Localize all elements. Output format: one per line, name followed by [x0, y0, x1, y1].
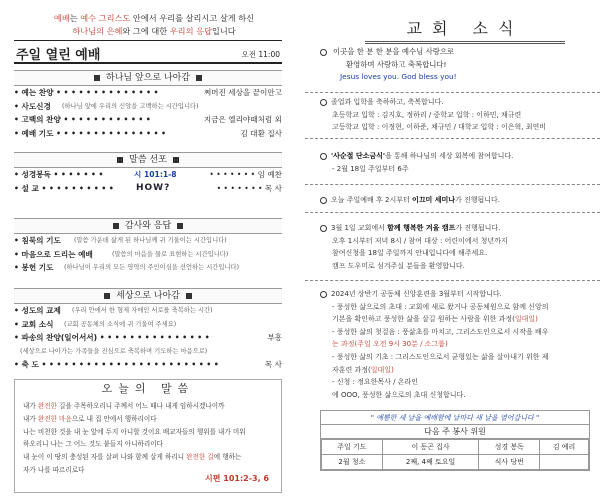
news-item-graduation	[320, 96, 590, 134]
news-line: 참여신청을 18일 주일까지 안내입니다에 해주세요.	[332, 249, 488, 258]
news-item-lent	[320, 150, 590, 175]
section-title-text: 하나님 앞으로 나아감	[106, 73, 190, 83]
square-icon	[104, 293, 110, 299]
table-row	[322, 440, 589, 455]
scripture-line	[23, 426, 273, 439]
order-row	[14, 234, 282, 248]
news-highlight: 일대일)	[514, 315, 538, 324]
scripture-segment: 나는 비천한 것을 내 눈 앞에 두지 아니할 것이요 배교자들의 행위를 내가 미워	[23, 427, 246, 436]
news-text: 을 통해 하나님의 세상 회복에 참여합니다.	[385, 152, 514, 160]
order-note: (말씀 가운데 삶게 된 하나님께 귀 기울이는 시간입니다)	[74, 237, 227, 244]
worship-time: 오전 11:00	[241, 50, 280, 59]
intro-highlight: 하나님의 은혜	[72, 26, 123, 36]
service-title: 다음 주 봉사 위원	[321, 425, 589, 439]
news-line: 에 OOO, 풍성한 삶으로의 초대 신청합니다.	[332, 390, 466, 399]
news-text: 졸업과 입학을 축하하고, 축복합니다.	[331, 98, 444, 106]
right-column	[300, 0, 600, 501]
square-icon	[173, 157, 179, 163]
order-label: • 파송의 찬양(일어서서) • • • • • • • • • • • • • • •	[14, 333, 210, 342]
order-label: • 예배 기도 • • • • • • • • • • • • • • •	[14, 128, 166, 138]
divider	[305, 92, 600, 93]
scripture-line	[23, 413, 273, 426]
order-row	[14, 86, 282, 100]
scripture-segment: 내 눈이 이 땅의 충성된 자를 살펴 나와 함께 살게 하리니	[23, 453, 187, 462]
table-row	[322, 455, 589, 470]
table-cell: 2월 청소	[322, 455, 383, 470]
worship-title: 주일 열린 예배	[16, 48, 101, 63]
news-line: - 신청 : 정요한목사 / 온라인	[332, 378, 418, 387]
news-highlight: '사순절 단소금식'	[331, 152, 386, 160]
news-line: 캠프 도우미로 섬겨주실 분들을 환영합니다.	[332, 261, 465, 270]
order-row	[14, 345, 282, 359]
order-label: • 고백의 찬양 • • • • • • • • • • • •	[14, 115, 151, 124]
order-label: • 성도의 교제	[14, 306, 61, 315]
order-label: • 설 교 • • • • • • • • • •	[14, 183, 114, 193]
section-title	[14, 219, 282, 234]
scripture-segment: 자가 나를 따르리로다	[23, 465, 85, 474]
news-line	[320, 313, 590, 326]
news-line: - 풍성한 삶의 첫걸음 : 풍삶초를 마치고, 그리스도인으로서 시작을 배우	[332, 327, 549, 336]
order-row	[14, 182, 282, 196]
bullet-icon	[320, 99, 327, 106]
news-title: 교회 소식	[365, 16, 565, 44]
service-table	[321, 439, 589, 470]
section-title-text: 말씀 선포	[129, 155, 167, 165]
intro-text-segment: 안에서 우리를 살리시고 살게 하신	[130, 13, 255, 23]
order-label: • 사도신경	[14, 101, 51, 111]
square-icon	[117, 157, 123, 163]
divider	[305, 184, 600, 185]
order-label: • 교회 소식	[14, 319, 54, 329]
order-row	[14, 248, 282, 262]
bullet-icon	[320, 197, 327, 204]
table-cell: 성경 봉독	[479, 440, 540, 455]
order-note: (하나님 앞에 우리의 신앙을 고백하는 시간입니다)	[62, 102, 199, 110]
intro-highlight: 예배	[53, 13, 70, 23]
news-text: 가 진행됩니다.	[455, 196, 501, 204]
section-title-text: 감사와 응답	[124, 221, 172, 231]
news-line: 고등학교 입학 : 이정현, 이하준, 채규민 / 대학교 입학 : 이은혁, 최연비	[332, 123, 547, 132]
sermon-title: HOW?	[136, 182, 171, 193]
scripture-segment: 하오리니 나는 그 어느 것도 붙들지 아니하리이다	[23, 440, 163, 449]
section-title	[14, 153, 282, 168]
section-title-text: 세상으로 나아감	[116, 291, 180, 301]
worship-header	[14, 40, 282, 64]
scripture-reference: 시 101:1-8	[134, 170, 177, 179]
order-label: • 축 도 • • • • • • • • • • • • • • • • • • • • • • • •	[14, 360, 219, 369]
table-cell: 주일 기도	[322, 440, 383, 455]
order-value: 목 사	[264, 360, 282, 369]
welcome-line: 환영하며 사랑하고 축복합니다!	[346, 59, 447, 69]
news-line	[320, 222, 590, 235]
square-icon	[94, 75, 100, 81]
divider	[305, 212, 600, 213]
section-sending	[14, 288, 282, 372]
order-note: (교회 공동체의 소식에 귀 기울여 주세요)	[64, 320, 177, 328]
order-label: • 봉헌 기도	[14, 263, 54, 272]
order-note: (하나님이 우리의 모든 영역의 주인이심을 선언하는 시간입니다)	[64, 264, 240, 271]
table-cell: 식사 당번	[479, 455, 540, 470]
intro-highlight: 우리의 응답	[169, 26, 212, 36]
news-line	[320, 96, 590, 109]
square-icon	[113, 223, 119, 229]
welcome-line	[320, 46, 580, 59]
scripture-segment: 내가	[23, 414, 38, 423]
order-label: • 침묵의 기도	[14, 236, 61, 245]
square-icon	[196, 75, 202, 81]
order-value: 부흥	[267, 333, 282, 342]
news-item-seminar	[320, 194, 590, 207]
divider	[305, 138, 600, 139]
order-row	[14, 100, 282, 114]
news-item-training	[320, 288, 590, 401]
scripture-highlight: 완전한 길	[186, 453, 214, 462]
welcome-english: Jesus loves you. God bless you!	[340, 72, 457, 81]
slogan: " 예쁨한 새 날을 예배함에 날마다 새 날을 열어갑니다 "	[321, 411, 589, 425]
order-value: • • • • • • • 목 사	[216, 183, 282, 193]
order-value: • • • • • • • 임 예찬	[209, 170, 282, 179]
news-line: - 2월 18일 주일부터 6주	[332, 164, 409, 173]
order-label: • 성경봉독 • • • • • • •	[14, 170, 104, 179]
order-row	[14, 168, 282, 182]
order-row	[14, 113, 282, 127]
scripture-line	[23, 400, 273, 413]
intro-text-segment: 와 그에 대한	[122, 26, 170, 36]
scripture-reference: 시편 101:2-3, 6	[205, 474, 269, 483]
news-text: 자훈련 과정(	[332, 365, 371, 374]
todays-word-title: 오늘의 말씀	[101, 382, 195, 395]
section-title	[14, 289, 282, 304]
news-line: 오후 1시부터 저녁 8시 / 참여 대상 : 어린이에서 청년까지	[332, 236, 508, 245]
scripture-line	[23, 438, 273, 451]
news-highlight: 이끄미 세미나	[411, 196, 455, 204]
order-value: 지금은 엘리야때처럼 외	[203, 115, 282, 124]
order-row	[14, 127, 282, 141]
square-icon	[177, 223, 183, 229]
table-cell: 2째, 4째 토요일	[382, 455, 479, 470]
news-line: - 풍성한 삶의 기초 : 그리스도인으로서 균형있는 삶을 살아내기 위한 제	[332, 352, 549, 361]
order-note: (세상으로 나아가는 가족들을 진심으로 축복하며 기도하는 마음으로)	[20, 347, 208, 355]
order-value: 김 대환 집사	[240, 128, 282, 138]
bullet-icon	[320, 49, 327, 56]
news-line	[320, 150, 590, 163]
news-highlight: 일대일)	[370, 365, 394, 374]
news-text: 2024년 상반기 공동체 신앙훈련을 3월부터 시작합니다.	[331, 290, 502, 298]
scripture-segment: 에 행하는	[213, 453, 242, 462]
order-value: 쩌머진 세상을 끝이안고	[203, 88, 282, 97]
square-icon	[186, 293, 192, 299]
service-box	[320, 410, 590, 471]
order-row	[14, 318, 282, 332]
table-cell: 김 예리	[540, 440, 589, 455]
news-line	[320, 194, 590, 207]
order-row	[14, 331, 282, 345]
news-line: - 풍성한 삶으로의 초대 : 교회에 새로 왔거나 공동체원으로 함께 신앙의	[332, 302, 549, 311]
welcome-message	[320, 46, 580, 84]
welcome-text: 이곳을 한 분 한 분을 예수님 사랑으로	[333, 47, 455, 56]
scripture-segment: 내가	[23, 402, 38, 410]
bullet-icon	[320, 291, 327, 298]
scripture-text	[15, 398, 281, 479]
intro-text-segment: 는	[69, 13, 81, 23]
bullet-icon	[320, 225, 327, 232]
news-line	[320, 364, 590, 377]
divider	[305, 280, 600, 281]
news-text: 오늘 주일예배 후 2시부터	[331, 196, 412, 204]
scripture-highlight: 완전한	[37, 402, 57, 410]
intro-text	[14, 12, 294, 38]
news-line	[320, 288, 590, 301]
order-note: (말씀의 마음을 물로 표현하는 시간입니다)	[112, 250, 229, 258]
section-sermon	[14, 152, 282, 195]
section-response	[14, 218, 282, 275]
news-highlight: 함께 행복한 겨울 캠프	[387, 224, 456, 232]
bullet-icon	[320, 153, 327, 160]
section-title	[14, 71, 282, 86]
order-note: (우리 안에서 한 형제 자매인 서로를 축복하는 시간)	[72, 307, 213, 314]
news-line: 는 과정(주일 오전 9시 30분 / 소그룹)	[332, 340, 448, 349]
news-text: 3월 1일 교회에서	[331, 224, 388, 232]
section-approach	[14, 70, 282, 140]
scripture-highlight: 완전한 마음	[37, 414, 72, 423]
intro-highlight: 예수 그리스도	[80, 13, 131, 23]
news-line: 초등학교 입학 : 김지호, 정하리 / 중학교 입학 : 이하민, 채규련	[332, 110, 522, 119]
order-label: • 마음으로 드리는 예배	[14, 249, 93, 259]
order-label: • 예는 찬양 • • • • • • • • • • • • • •	[14, 88, 159, 97]
scripture-segment: 으로 내 집 안에서 행하리이다	[71, 414, 157, 423]
intro-text-segment: 입니다	[211, 26, 236, 36]
table-cell: 이 동곤 집사	[382, 440, 479, 455]
scripture-segment: 길을 주목하오리니 주께서 어느 때나 내게 임하시겠나이까	[56, 402, 225, 410]
news-item-camp	[320, 222, 590, 272]
order-row	[14, 261, 282, 275]
order-row	[14, 304, 282, 318]
table-cell	[540, 455, 589, 470]
todays-word-box	[14, 379, 282, 493]
scripture-line	[23, 451, 273, 464]
news-text: 가 진행됩니다.	[455, 224, 501, 232]
news-text: 기본을 확인하고 풍성한 삶을 살길 원하는 사람을 위한 과정(	[332, 315, 515, 324]
order-row	[14, 358, 282, 372]
